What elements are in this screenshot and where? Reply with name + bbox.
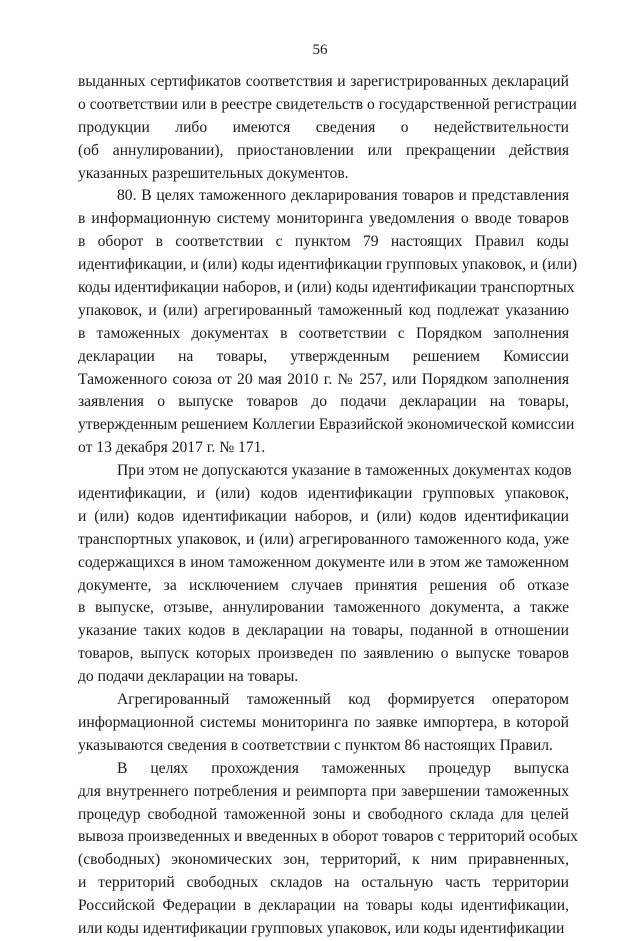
text-line: от 13 декабря 2017 г. № 171. [78, 439, 266, 457]
text-line: (об аннулировании), приостановлении или прекращении действия [78, 141, 569, 159]
text-line: и территорий свободных складов на остальную часть территории [78, 874, 569, 892]
text-line: до подачи декларации на товары. [78, 668, 299, 686]
paragraph [78, 689, 569, 758]
text-line: транспортных упаковок, и (или) агрегированного таможенного кода, уже [78, 530, 569, 548]
body-text [78, 71, 578, 941]
text-line: (свободных) экономических зон, территорий, к ним приравненных, [78, 851, 569, 869]
text-line: Российской Федерации в декларации на товары коды идентификации, [78, 897, 569, 915]
text-line: и (или) кодов идентификации наборов, и (или) кодов идентификации [78, 507, 569, 525]
text-line: в выпуске, отзыве, аннулировании таможенного документа, а также [78, 599, 569, 617]
paragraph [78, 71, 577, 185]
text-line: указание таких кодов в декларации на товары, поданной в отношении [78, 622, 569, 640]
text-line: идентификации, и (или) кодов идентификации групповых упаковок, [78, 485, 569, 503]
paragraph [78, 758, 578, 941]
text-line: Таможенного союза от 20 мая 2010 г. № 257, или Порядком заполнения [78, 370, 569, 388]
paragraph [78, 185, 578, 460]
text-line: содержащихся в ином таможенном документе или в этом же таможенном [78, 553, 569, 571]
text-line: утвержденным решением Коллегии Евразийской экономической комиссии [78, 416, 575, 434]
text-line: о соответствии или в реестре свидетельств о государственной регистрации [78, 95, 577, 113]
text-line: продукции либо имеются сведения о недействительности [78, 118, 569, 136]
text-line: При этом не допускаются указание в таможенных документах кодов [117, 462, 572, 480]
text-line: 80. В целях таможенного декларирования товаров и представления [117, 187, 569, 205]
text-line: или коды идентификации групповых упаковок, или коды идентификации [78, 919, 565, 937]
text-line: заявления о выпуске товаров до подачи декларации на товары, [78, 393, 569, 411]
text-line: выданных сертификатов соответствия и зарегистрированных деклараций [78, 73, 569, 90]
text-line: указываются сведения в соответствии с пунктом 86 настоящих Правил. [78, 736, 553, 754]
text-line: вывоза произведенных и введенных в оборот товаров с территорий особых [78, 828, 578, 846]
text-line: декларации на товары, утвержденным решением Комиссии [78, 347, 569, 365]
text-line: для внутреннего потребления и реимпорта при завершении таможенных [78, 782, 569, 800]
text-line: в таможенных документах в соответствии с Порядком заполнения [78, 324, 569, 342]
paragraph [78, 460, 572, 689]
page-number: 56 [312, 42, 328, 58]
text-line: документе, за исключением случаев принятия решения об отказе [78, 576, 569, 594]
text-line: В целях прохождения таможенных процедур выпуска [117, 759, 569, 777]
text-line: Агрегированный таможенный код формируется оператором [117, 691, 569, 709]
text-line: информационной системы мониторинга по заявке импортера, в которой [78, 713, 569, 731]
text-line: процедур свободной таможенной зоны и свободного склада для целей [78, 805, 569, 823]
text-line: в оборот в соответствии с пунктом 79 настоящих Правил коды [78, 233, 569, 251]
text-line: коды идентификации наборов, и (или) коды идентификации транспортных [78, 279, 575, 297]
text-line: указанных разрешительных документов. [78, 164, 349, 182]
text-line: идентификации, и (или) коды идентификации групповых упаковок, и (или) [78, 256, 578, 274]
text-line: товаров, выпуск которых произведен по заявлению о выпуске товаров [78, 645, 569, 663]
text-line: упаковок, и (или) агрегированный таможенный код подлежат указанию [78, 301, 569, 319]
text-line: в информационную систему мониторинга уведомления о вводе товаров [78, 210, 569, 228]
